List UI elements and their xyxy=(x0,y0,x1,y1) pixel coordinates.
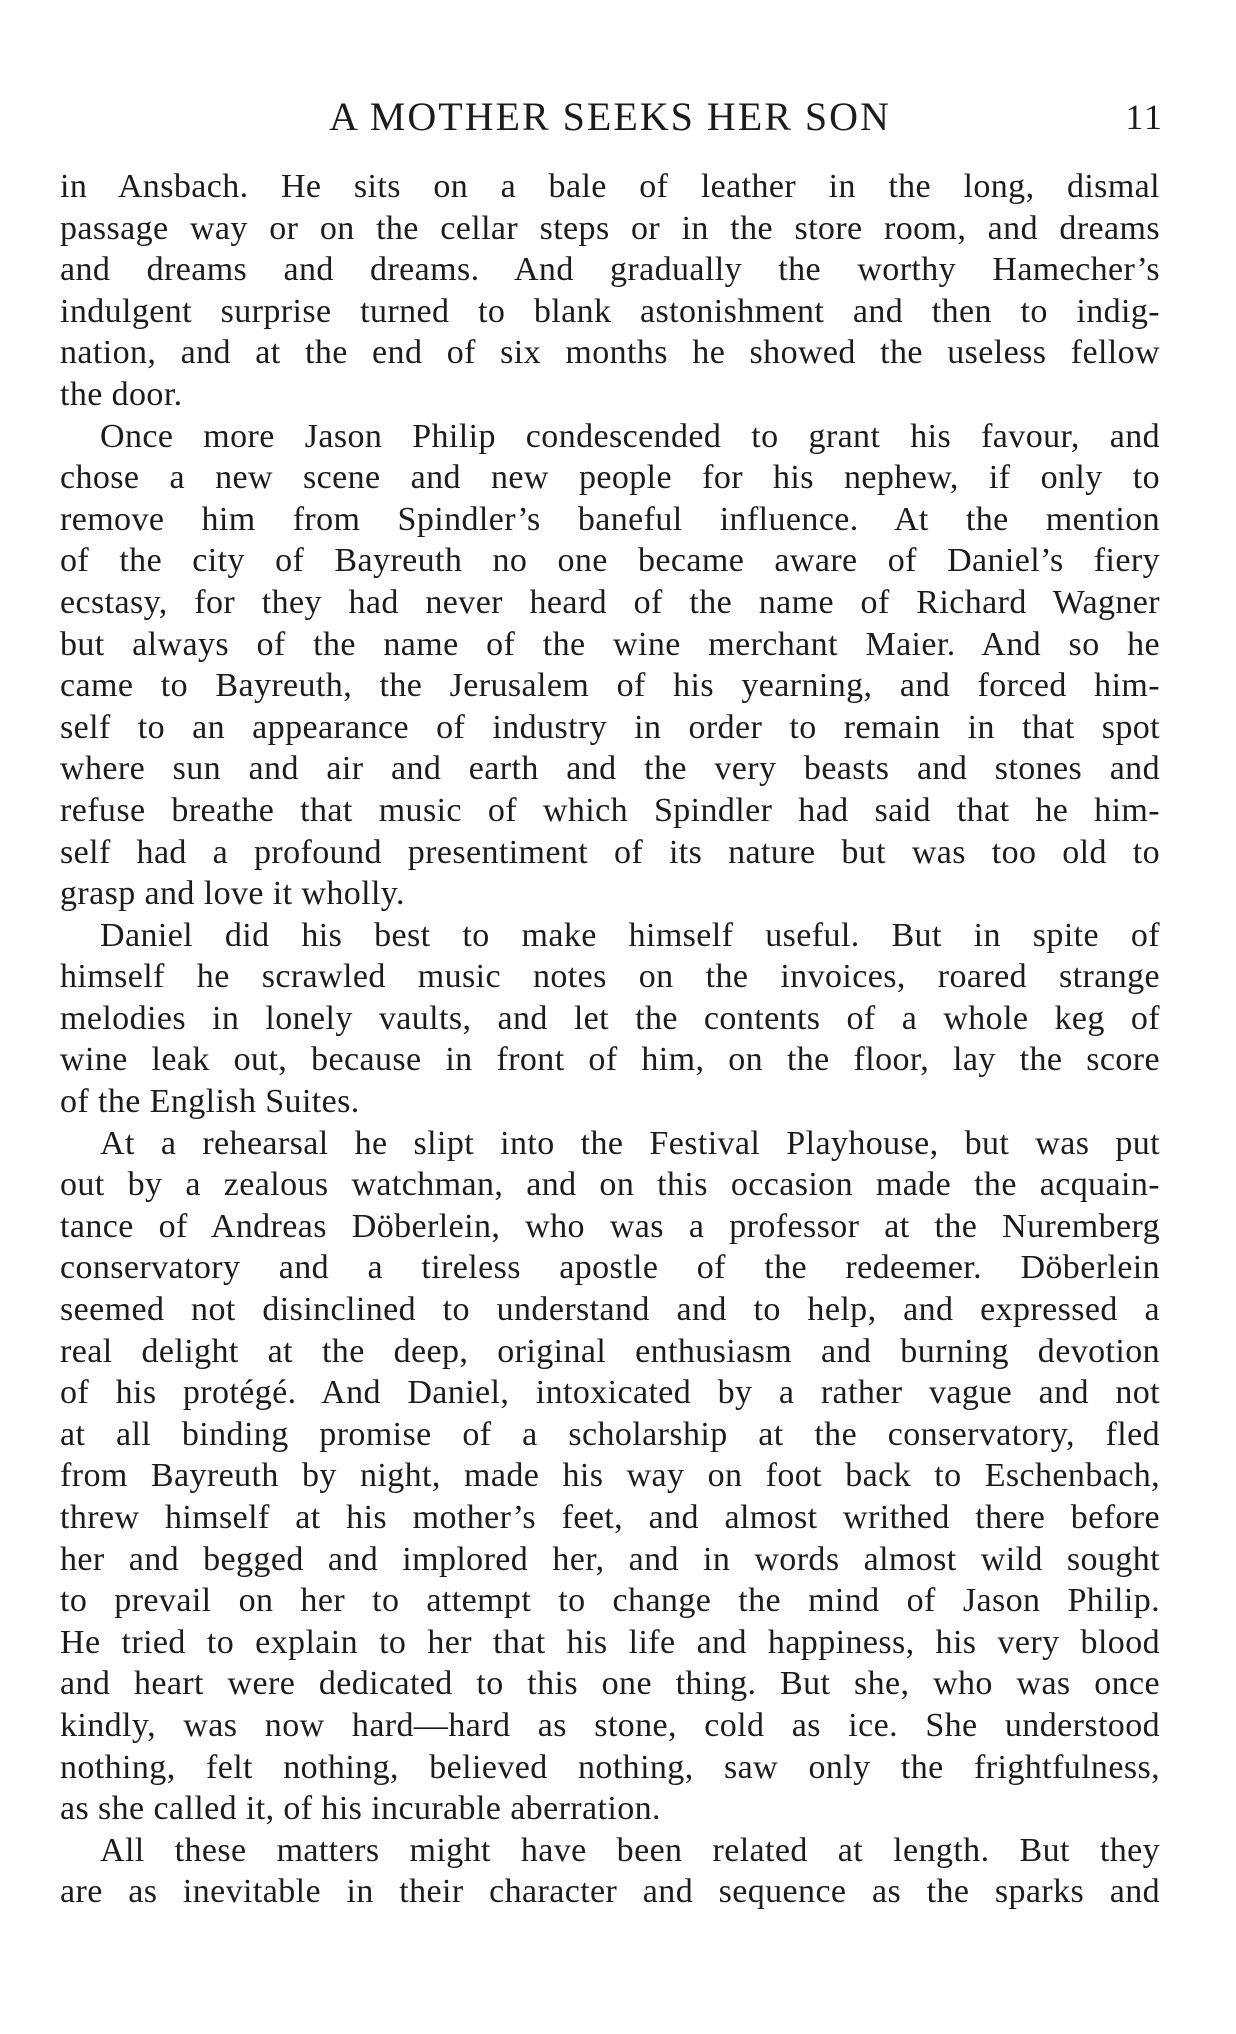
text-line: of his protégé. And Daniel, intoxicated by a rather vague and not xyxy=(60,1374,1160,1412)
text-line: her and begged and implored her, and in words almost wild sought xyxy=(60,1540,1160,1578)
text-line: in Ansbach. He sits on a bale of leather in the long, dismal xyxy=(60,168,1160,205)
text-line: melodies in lonely vaults, and let the contents of a whole keg of xyxy=(60,999,1160,1037)
text-line: At a rehearsal he slipt into the Festival Playhouse, but was put xyxy=(100,1124,1160,1162)
text-line: tance of Andreas Döberlein, who was a professor at the Nuremberg xyxy=(60,1207,1160,1245)
text-line: real delight at the deep, original enthusiasm and burning devotion xyxy=(60,1332,1160,1370)
text-line: He tried to explain to her that his life and happiness, his very blood xyxy=(60,1623,1160,1661)
text-line: nation, and at the end of six months he showed the useless fellow xyxy=(60,334,1160,372)
text-line: from Bayreuth by night, made his way on foot back to Eschenbach, xyxy=(60,1457,1160,1495)
text-line: and heart were dedicated to this one thing. But she, who was once xyxy=(60,1665,1160,1703)
running-title: A MOTHER SEEKS HER SON xyxy=(329,94,891,139)
text-line: to prevail on her to attempt to change the mind of Jason Philip. xyxy=(60,1582,1160,1620)
text-line: grasp and love it wholly. xyxy=(60,875,405,913)
text-line: Daniel did his best to make himself useful. But in spite of xyxy=(100,916,1160,954)
text-line: are as inevitable in their character and sequence as the sparks and xyxy=(60,1873,1160,1911)
text-line: self to an appearance of industry in order to remain in that spot xyxy=(60,708,1160,746)
text-line: the door. xyxy=(60,375,183,413)
text-line: of the English Suites. xyxy=(60,1083,360,1121)
text-line: where sun and air and earth and the very beasts and stones and xyxy=(60,750,1160,788)
text-line: of the city of Bayreuth no one became aware of Daniel’s fiery xyxy=(60,542,1160,580)
text-line: All these matters might have been related at length. But they xyxy=(100,1831,1160,1869)
text-line: and dreams and dreams. And gradually the worthy Hamecher’s xyxy=(60,251,1160,289)
text-line: conservatory and a tireless apostle of the redeemer. Döberlein xyxy=(60,1249,1160,1287)
text-line: chose a new scene and new people for his nephew, if only to xyxy=(60,459,1160,497)
body-text xyxy=(60,166,1160,1913)
text-line: Once more Jason Philip condescended to grant his favour, and xyxy=(100,417,1160,455)
text-line: as she called it, of his incurable aberration. xyxy=(60,1790,661,1828)
text-line: threw himself at his mother’s feet, and almost writhed there before xyxy=(60,1499,1160,1536)
page-number: 11 xyxy=(1125,97,1164,137)
text-line: passage way or on the cellar steps or in the store room, and dreams xyxy=(60,209,1160,247)
text-line: remove him from Spindler’s baneful influence. At the mention xyxy=(60,500,1160,538)
text-line: at all binding promise of a scholarship at the conservatory, fled xyxy=(60,1415,1160,1453)
text-line: ecstasy, for they had never heard of the name of Richard Wagner xyxy=(60,583,1160,621)
text-line: but always of the name of the wine merchant Maier. And so he xyxy=(60,625,1160,663)
text-line: came to Bayreuth, the Jerusalem of his yearning, and forced him- xyxy=(60,667,1160,705)
text-line: self had a profound presentiment of its nature but was too old to xyxy=(60,833,1160,871)
text-line: refuse breathe that music of which Spindler had said that he him- xyxy=(60,791,1160,829)
running-head xyxy=(60,92,1164,142)
text-line: indulgent surprise turned to blank astonishment and then to indig- xyxy=(60,292,1160,330)
text-line: out by a zealous watchman, and on this occasion made the acquain- xyxy=(60,1166,1160,1204)
text-line: nothing, felt nothing, believed nothing, saw only the frightfulness, xyxy=(60,1748,1160,1786)
text-line: himself he scrawled music notes on the invoices, roared strange xyxy=(60,958,1160,996)
text-line: kindly, was now hard—hard as stone, cold as ice. She understood xyxy=(60,1706,1160,1744)
text-line: seemed not disinclined to understand and to help, and expressed a xyxy=(60,1291,1160,1329)
text-line: wine leak out, because in front of him, on the floor, lay the score xyxy=(60,1041,1160,1079)
